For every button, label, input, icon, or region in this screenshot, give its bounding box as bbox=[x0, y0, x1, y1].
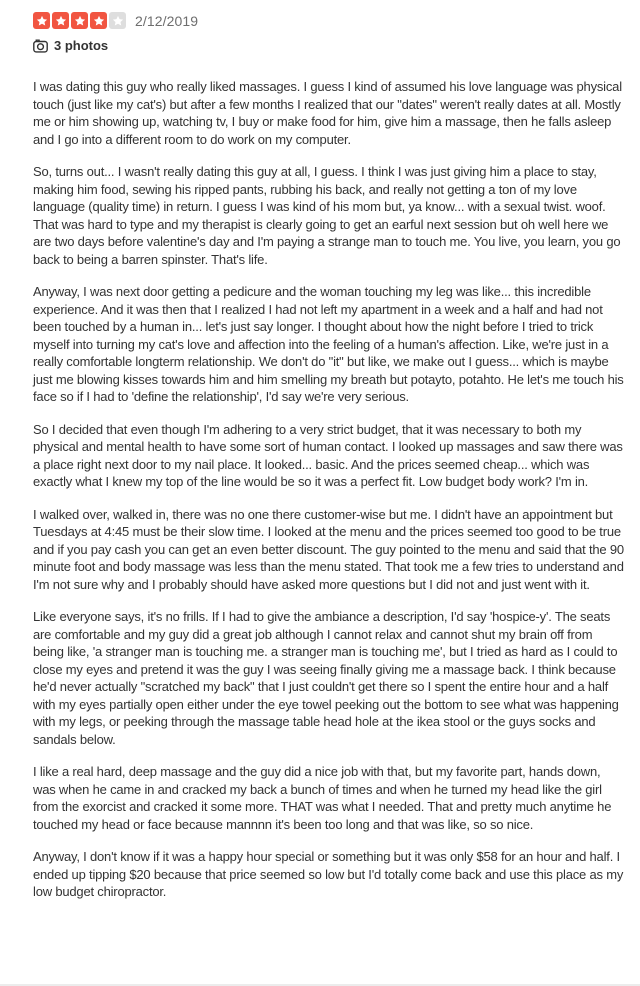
star-icon bbox=[33, 12, 50, 29]
star-icon bbox=[109, 12, 126, 29]
review-paragraph: I like a real hard, deep massage and the guy did a nice job with that, but my favorite part, hands down, was when he came in and cracked my back a bunch of times and when he turned my head like the girl from the exorcist and cracked it some more. THAT was what I needed. That and pretty much anytime he touched my head or face because mannnn it's been too long and that was like, so so nice. bbox=[33, 764, 612, 832]
review-paragraph: Like everyone says, it's no frills. If I had to give the ambiance a description, I'd say 'hospice-y'. The seats are comfortable and my guy did a great job although I cannot relax and cannot shut my brain off from being like, 'a stranger man is touching me. a stranger man is touching me', but I tried as hard as I could to close my eyes and pretend it was the guy I was seeing finally giving me a massage back. I think because he'd never actually "scratched my back" that I just couldn't get there so I spent the entire hour and a half with my eyes partially open either under the eye towel peeking out the bottom to see what was happening with my legs, or peeking through the massage table head hole at the ikea stool or the guys socks and sandals below. bbox=[33, 609, 619, 747]
star-rating bbox=[33, 12, 126, 29]
review-date: 2/12/2019 bbox=[135, 12, 199, 29]
star-icon bbox=[90, 12, 107, 29]
review-paragraph: So, turns out... I wasn't really dating this guy at all, I guess. I think I was just giving him a place to stay, making him food, sewing his ripped pants, rubbing his back, and really not getting a ton of my love language (quality time) in return. I guess I was kind of his mom but, ya know... with a sexual twist. woof. That was hard to type and my therapist is clearly going to get an earful next session but oh well here we are two days before valentine's day and I'm paying a strange man to touch me. You live, you learn, you go back to being a barren spinster. That's life. bbox=[33, 164, 621, 267]
photos-link[interactable] bbox=[33, 38, 108, 53]
review-paragraph: I was dating this guy who really liked massages. I guess I kind of assumed his love language was physical touch (just like my cat's) but after a few months I realized that our "dates" weren't really dates at all. Mostly me or him showing up, watching tv, I buy or make food for him, give him a massage, then he falls asleep and I go into a different room to do work on my computer. bbox=[33, 79, 622, 147]
review-text bbox=[33, 78, 625, 901]
camera-icon bbox=[33, 39, 48, 53]
review-paragraph: I walked over, walked in, there was no one there customer-wise but me. I didn't have an appointment but Tuesdays at 4:45 must be their slow time. I looked at the menu and the prices seemed too good to be true and if you pay cash you can get an even better discount. The guy pointed to the menu and said that the 90 minute foot and body massage was less than the menu stated. That took me a few tries to understand and I'm not sure why and I probably should have asked more questions but I did not and just went with it. bbox=[33, 506, 624, 592]
photos-count-label: 3 photos bbox=[54, 38, 109, 53]
review-paragraph: So I decided that even though I'm adhering to a very strict budget, that it was necessary to both my physical and mental health to have some sort of human contact. I looked up massages and saw there was a place right next door to my nail place. It looked... basic. And the prices seemed cheap... which was exactly what I knew my top of the line would be so it was a perfect fit. Low budget body work? I'm in. bbox=[33, 421, 623, 489]
review-paragraph: Anyway, I don't know if it was a happy hour special or something but it was only $58 for an hour and half. I ended up tipping $20 because that price seemed so low but I'd totally come back and use this place as my low budget chiropractor. bbox=[33, 849, 624, 899]
rating-row bbox=[33, 12, 625, 29]
star-icon bbox=[71, 12, 88, 29]
review-paragraph: Anyway, I was next door getting a pedicure and the woman touching my leg was like... this incredible experience. And it was then that I realized I had not left my apartment in a week and a half and had not been touched by a human in... let's just say longer. I thought about how the night before I tried to trick myself into turning my cat's love and affection into the feeling of a human's affection. Like, we're just in a really comfortable longterm relationship. We don't do "it" but like, we make out I guess... which is maybe just me blowing kisses towards him and him smelling my breath but potayto, potahto. He let's me touch his face so if I had to 'define the relationship', I'd say we're very serious. bbox=[33, 284, 624, 404]
star-icon bbox=[52, 12, 69, 29]
